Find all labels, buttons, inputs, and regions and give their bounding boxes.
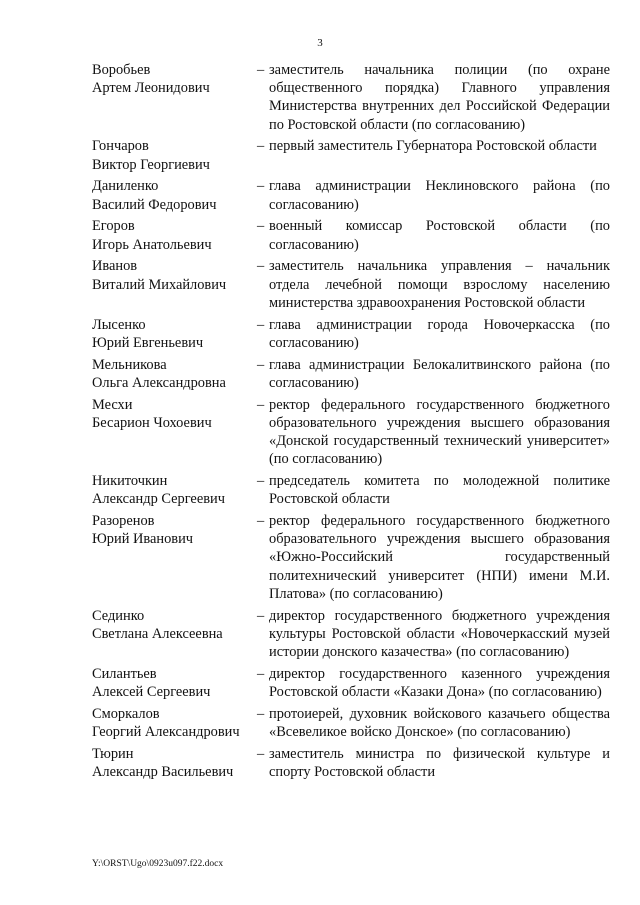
commission-member-list xyxy=(92,61,610,785)
member-name xyxy=(92,137,257,173)
member-entry xyxy=(92,705,610,741)
member-surname: Воробьев xyxy=(92,62,151,78)
member-entry xyxy=(92,316,610,352)
dash-separator: – xyxy=(257,138,265,155)
member-position: заместитель начальника управления – начальник отдела лечебной помощи взрослому населению министерства здравоохранения Ростовской области xyxy=(269,258,610,311)
member-entry xyxy=(92,137,610,173)
member-position: глава администрации города Новочеркасска (по согласованию) xyxy=(269,316,610,351)
member-surname: Никиточкин xyxy=(92,473,168,490)
member-name xyxy=(92,396,257,469)
member-given-names: Виталий Михайлович xyxy=(92,276,227,293)
dash-separator: – xyxy=(257,665,265,682)
member-position: военный комиссар Ростовской области (по согласованию) xyxy=(269,218,610,253)
member-surname: Месхи xyxy=(92,396,133,413)
page-number: 3 xyxy=(317,37,323,49)
member-surname: Тюрин xyxy=(92,745,134,762)
member-entry xyxy=(92,257,610,312)
dash-separator: – xyxy=(257,745,265,762)
member-name xyxy=(92,745,257,781)
member-surname: Гончаров xyxy=(92,138,149,155)
member-given-names: Александр Васильевич xyxy=(92,764,234,781)
member-position: глава администрации Неклиновского района (по согласованию) xyxy=(269,178,610,213)
member-entry xyxy=(92,177,610,213)
member-surname: Даниленко xyxy=(92,178,159,195)
member-given-names: Георгий Александрович xyxy=(92,724,240,741)
member-position: глава администрации Белокалитвинского района (по согласованию) xyxy=(269,356,610,391)
dash-separator: – xyxy=(257,62,265,78)
member-entry xyxy=(92,396,610,469)
member-name xyxy=(92,177,257,213)
member-surname: Сединко xyxy=(92,607,145,624)
member-given-names: Виктор Георгиевич xyxy=(92,156,210,173)
member-name xyxy=(92,607,257,662)
member-surname: Мельникова xyxy=(92,356,167,373)
member-surname: Иванов xyxy=(92,258,138,275)
member-entry xyxy=(92,472,610,508)
member-position: первый заместитель Губернатора Ростовской области xyxy=(269,138,597,155)
member-position: директор государственного казенного учреждения Ростовской области «Казаки Дона» (по согласованию) xyxy=(269,665,610,701)
member-entry xyxy=(92,745,610,781)
member-entry xyxy=(92,217,610,253)
member-given-names: Ольга Александровна xyxy=(92,374,226,391)
member-entry xyxy=(92,665,610,701)
member-given-names: Александр Сергеевич xyxy=(92,491,225,508)
member-surname: Разоренов xyxy=(92,513,155,530)
dash-separator: – xyxy=(257,356,265,373)
dash-separator: – xyxy=(257,473,265,490)
dash-separator: – xyxy=(257,178,265,195)
member-entry xyxy=(92,61,610,134)
dash-separator: – xyxy=(257,705,265,722)
member-position: ректор федерального государственного бюджетного образовательного учреждения высшего образования «Южно-Российский государственный политехнический университет (НПИ) имени М.И. Платова» (по согласованию) xyxy=(269,513,610,602)
member-position: заместитель начальника полиции (по охране общественного порядка) Главного управления Министерства внутренних дел Российской Федерации по Ростовской области (по согласованию) xyxy=(269,62,610,133)
member-name xyxy=(92,356,257,392)
member-surname: Сморкалов xyxy=(92,705,160,722)
member-surname: Силантьев xyxy=(92,665,157,682)
member-entry xyxy=(92,356,610,392)
member-given-names: Юрий Иванович xyxy=(92,531,194,548)
member-name xyxy=(92,257,257,312)
member-given-names: Юрий Евгеньевич xyxy=(92,334,204,351)
member-surname: Егоров xyxy=(92,218,135,235)
dash-separator: – xyxy=(257,607,265,624)
member-position: председатель комитета по молодежной политике Ростовской области xyxy=(269,473,610,508)
member-given-names: Игорь Анатольевич xyxy=(92,236,212,253)
member-name xyxy=(92,316,257,352)
member-given-names: Бесарион Чохоевич xyxy=(92,414,212,431)
dash-separator: – xyxy=(257,218,265,235)
member-entry xyxy=(92,512,610,603)
member-name xyxy=(92,472,257,508)
member-given-names: Светлана Алексеевна xyxy=(92,625,223,642)
member-position: директор государственного бюджетного учреждения культуры Ростовской области «Новочеркасский музей истории донского казачества» (по согласованию) xyxy=(269,607,610,661)
member-position: заместитель министра по физической культуре и спорту Ростовской области xyxy=(269,745,610,781)
member-name xyxy=(92,61,257,134)
member-position: протоиерей, духовник войскового казачьего общества «Всевеликое войско Донское» (по согласованию) xyxy=(269,705,610,741)
member-given-names: Алексей Сергеевич xyxy=(92,684,211,701)
member-surname: Лысенко xyxy=(92,316,146,333)
member-entry xyxy=(92,607,610,662)
dash-separator: – xyxy=(257,316,265,333)
dash-separator: – xyxy=(257,396,265,413)
member-name xyxy=(92,665,257,701)
member-position: ректор федерального государственного бюджетного образовательного учреждения высшего образования «Донской государственный технический университет» (по согласованию) xyxy=(269,396,610,468)
member-given-names: Артем Леонидович xyxy=(92,80,210,97)
member-name xyxy=(92,217,257,253)
member-name xyxy=(92,705,257,741)
member-name xyxy=(92,512,257,603)
document-file-path: Y:\ORST\Ugo\0923u097.f22.docx xyxy=(92,859,224,869)
dash-separator: – xyxy=(257,258,265,275)
dash-separator: – xyxy=(257,513,265,530)
member-given-names: Василий Федорович xyxy=(92,196,217,213)
